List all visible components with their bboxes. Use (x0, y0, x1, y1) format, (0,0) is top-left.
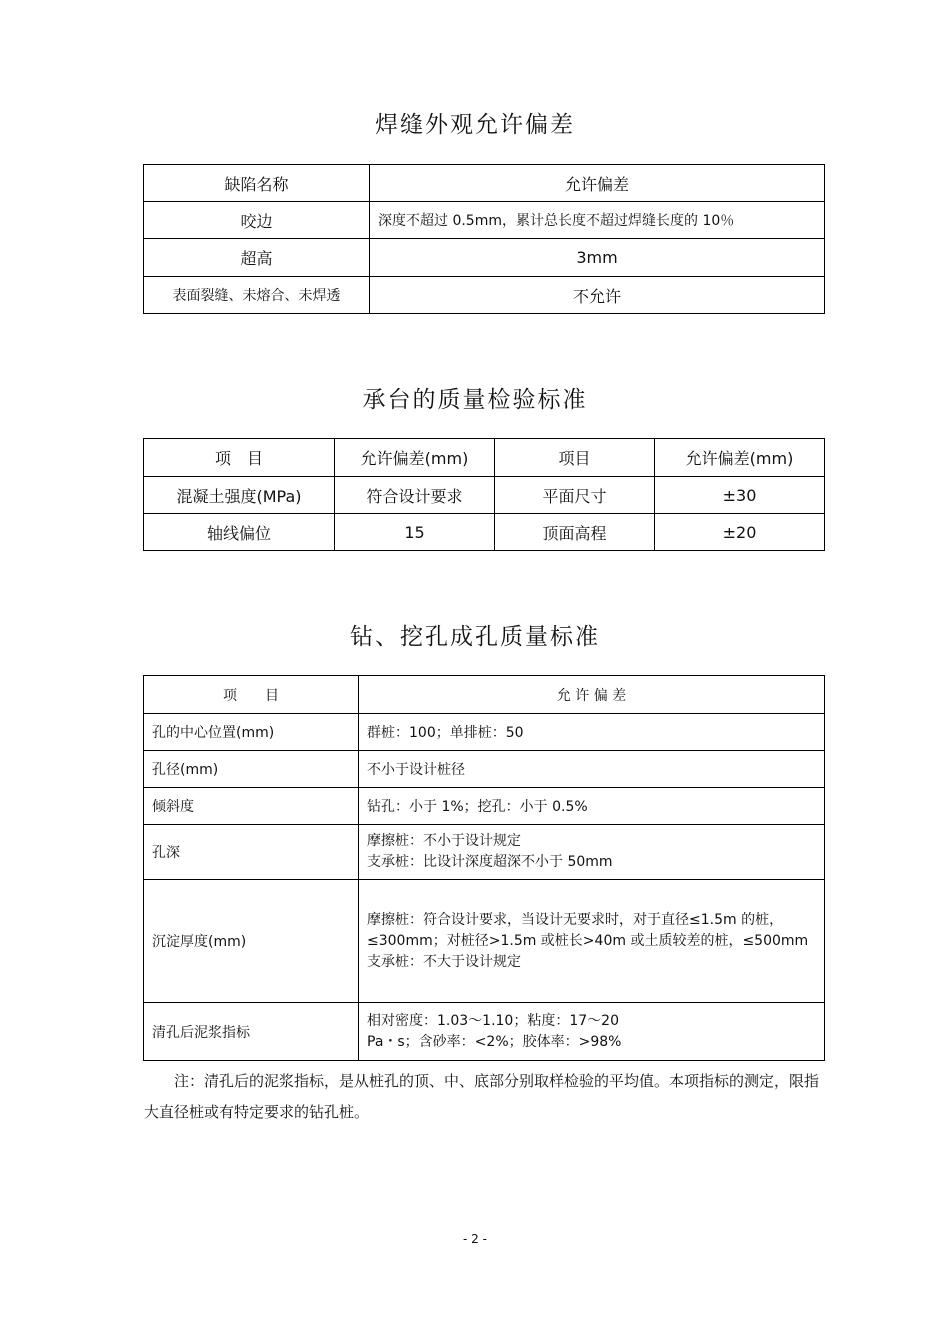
cell: 3mm (370, 239, 825, 277)
header-cell: 项目 (495, 439, 655, 477)
table-header-row (144, 439, 825, 477)
cell: 符合设计要求 (335, 477, 495, 514)
table-row (144, 751, 825, 788)
cell: 不小于设计桩径 (359, 751, 825, 788)
header-cell: 缺陷名称 (144, 165, 370, 202)
header-cell: 允许偏差(mm) (655, 439, 825, 477)
bore-table-title: 钻、挖孔成孔质量标准 (350, 624, 600, 650)
cell: 孔径(mm) (144, 751, 359, 788)
cell (359, 825, 825, 880)
table-row (144, 277, 825, 314)
table-row (144, 714, 825, 751)
cell-line: 相对密度：1.03～1.10；粘度：17～20 (367, 1012, 619, 1029)
table-row (144, 477, 825, 514)
cell-line: 摩擦桩：符合设计要求，当设计无要求时，对于直径≤1.5m 的桩， (367, 911, 784, 928)
table-row (144, 202, 825, 239)
cell: 咬边 (144, 202, 370, 239)
cell: 深度不超过 0.5mm，累计总长度不超过焊缝长度的 10％ (370, 202, 825, 239)
cell: 群桩：100；单排桩：50 (359, 714, 825, 751)
table-row (144, 1003, 825, 1061)
cell: 平面尺寸 (495, 477, 655, 514)
cell-line: 支承桩：不大于设计规定 (367, 953, 521, 970)
table-row (144, 239, 825, 277)
cell (359, 880, 825, 1003)
weld-table (143, 164, 825, 314)
cell: 轴线偏位 (144, 514, 335, 551)
table-row (144, 880, 825, 1003)
cell: 清孔后泥浆指标 (144, 1003, 359, 1061)
cell: 钻孔：小于 1%；挖孔：小于 0.5% (359, 788, 825, 825)
cell-line: Pa・s；含砂率：<2%；胶体率：>98% (367, 1033, 622, 1050)
cell: 超高 (144, 239, 370, 277)
table-row (144, 825, 825, 880)
cell-line: 摩擦桩：不小于设计规定 (367, 833, 521, 849)
cell-line: 支承桩：比设计深度超深不小于 50mm (367, 854, 613, 870)
cell: 混凝土强度(MPa) (144, 477, 335, 514)
header-cell: 项 目 (144, 439, 335, 477)
cell: ±20 (655, 514, 825, 551)
header-cell: 项 目 (144, 676, 359, 714)
cell: 不允许 (370, 277, 825, 314)
header-cell: 允许偏差 (370, 165, 825, 202)
cell: 表面裂缝、未熔合、未焊透 (144, 277, 370, 314)
table-header-row (144, 676, 825, 714)
cell: 倾斜度 (144, 788, 359, 825)
cell: ±30 (655, 477, 825, 514)
cell: 15 (335, 514, 495, 551)
cell (359, 1003, 825, 1061)
table-note: 注：清孔后的泥浆指标，是从桩孔的顶、中、底部分别取样检验的平均值。本项指标的测定，限指大直径桩或有特定要求的钻孔桩。 (144, 1072, 820, 1121)
table-row (144, 788, 825, 825)
page-number: - 2 - (463, 1232, 487, 1246)
cap-table-title: 承台的质量检验标准 (362, 387, 588, 413)
bore-table (143, 675, 825, 1061)
header-cell: 允 许 偏 差 (359, 676, 825, 714)
weld-table-title: 焊缝外观允许偏差 (375, 112, 575, 138)
table-row (144, 514, 825, 551)
cell: 顶面高程 (495, 514, 655, 551)
cell: 孔深 (144, 825, 359, 880)
table-header-row (144, 165, 825, 202)
cap-table (143, 438, 825, 551)
cell-line: ≤300mm；对桩径>1.5m 或桩长>40m 或土质较差的桩，≤500mm (367, 932, 809, 949)
header-cell: 允许偏差(mm) (335, 439, 495, 477)
cell: 孔的中心位置(mm) (144, 714, 359, 751)
cell: 沉淀厚度(mm) (144, 880, 359, 1003)
